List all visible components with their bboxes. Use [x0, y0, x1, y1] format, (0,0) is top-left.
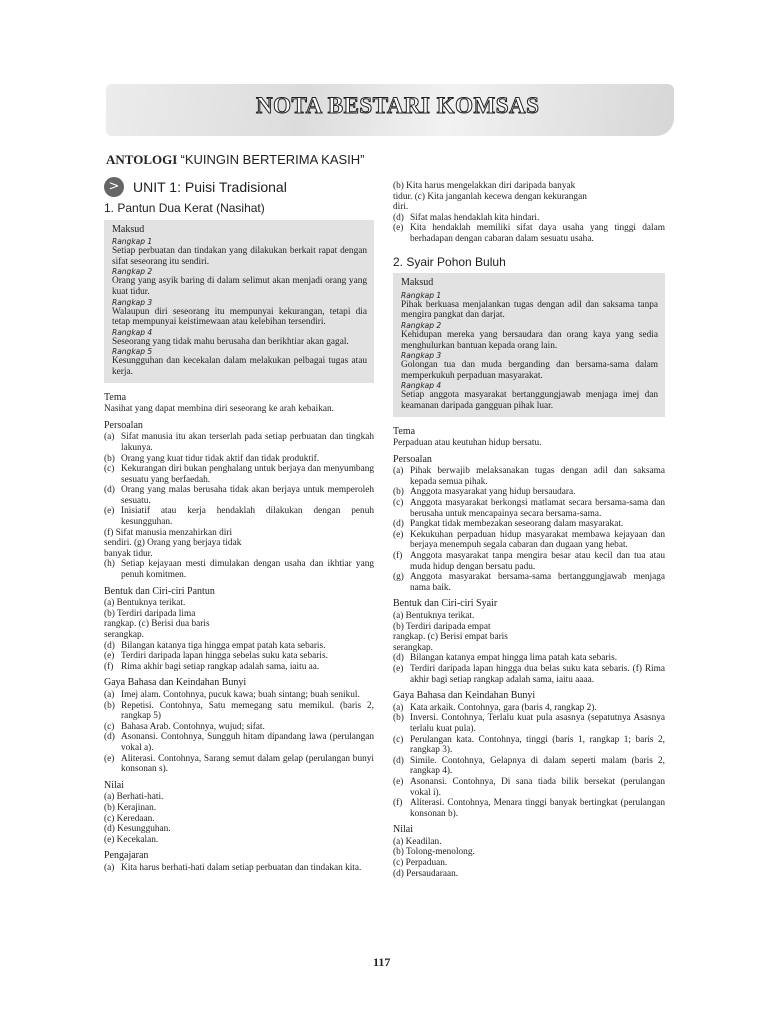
list-item [104, 506, 374, 527]
unit-heading [104, 177, 374, 197]
rangkap-label: Rangkap 3 [112, 297, 153, 307]
bentuk-label: Bentuk dan Ciri-ciri Syair [393, 598, 498, 610]
item-number: (c) [393, 734, 404, 745]
item-text: Inisiatif atau kerja hendaklah dilakukan dengan penuh kesungguhan. [121, 506, 374, 528]
pengajaran-label: Pengajaran [104, 850, 149, 862]
list-item [393, 466, 665, 487]
list-item [104, 651, 374, 662]
item-text: Perulangan kata. Contohnya, tinggi (baris 1, rangkap 1; baris 2, rangkap 3). [410, 734, 665, 756]
item-number: (h) [104, 559, 115, 570]
plain-line: rangkap. (c) Berisi empat baris [393, 632, 508, 643]
nilai-item: (e) Kecekalan. [104, 834, 159, 845]
plain-line: (f) Sifat manusia menzahirkan diri [104, 527, 233, 538]
rangkap-text: Kesungguhan dan kecekalan dalam melakukan pelbagai tugas atau kerja. [112, 356, 367, 377]
item-number: (a) [393, 466, 404, 477]
plain-line: serangkap. [104, 630, 145, 640]
item-text: Orang yang malas berusaha tidak akan berjaya untuk memperoleh sesuatu. [121, 485, 374, 506]
rangkap-text: Setiap perbuatan dan tindakan yang dilakukan berkait rapat dengan sifat seseorang itu sendiri. [112, 246, 367, 267]
list-item [393, 498, 665, 519]
title-banner [106, 84, 674, 136]
item-text: Anggota masyarakat berkongsi matlamat secara bersama-sama dan berusaha untuk mencapainya secara bersama-sama. [410, 498, 665, 519]
antologi-label: ANTOLOGI [106, 152, 178, 167]
list-item [393, 664, 665, 685]
item-number: (d) [393, 653, 404, 664]
nilai-item: (b) Kerajinan. [104, 802, 157, 813]
plain-line: banyak tidur. [104, 548, 153, 559]
item-number: (e) [393, 223, 404, 234]
item-text: Pangkat tidak membezakan seseorang dalam masyarakat. [410, 519, 624, 530]
list-item [393, 551, 665, 572]
list-item [104, 732, 374, 753]
item-number: (e) [104, 753, 115, 764]
list-item [104, 690, 374, 701]
maksud-label: Maksud [112, 223, 145, 235]
item-number: (a) [393, 702, 404, 713]
item-number: (d) [393, 212, 404, 223]
list-item [393, 756, 665, 777]
list-item [104, 432, 374, 453]
rangkap-text: Walaupun diri seseorang itu mempunyai kekurangan, tetapi dia tetap mempunyai keistimewaan atau kelebihan tersendiri. [112, 306, 367, 328]
item-text: Anggota masyarakat bersama-sama bertanggungjawab menjaga nama baik. [410, 572, 665, 593]
tema-text: Perpaduan atau keutuhan hidup bersatu. [393, 438, 542, 449]
persoalan-label: Persoalan [393, 453, 432, 465]
item-number: (b) [393, 487, 404, 498]
item-text: Rima akhir bagi setiap rangkap adalah sama, iaitu aa. [121, 661, 320, 672]
plain-line: (a) Bentuknya terikat. [393, 611, 475, 621]
item-text: Inversi. Contohnya, Terlalu kuat pula asasnya (sepatutnya Asasnya terlalu kuat pula). [410, 713, 665, 734]
rangkap-label: Rangkap 1 [112, 237, 153, 247]
item-number: (e) [104, 651, 115, 662]
item-number: (d) [393, 755, 404, 766]
rangkap-text: Golongan tua dan muda berganding dan bersama-sama dalam memperkukuh perpaduan masyarakat. [401, 360, 658, 381]
antologi-title: “KUINGIN BERTERIMA KASIH” [180, 152, 365, 167]
list-item [393, 798, 665, 819]
rangkap-label: Rangkap 4 [401, 381, 442, 391]
plain-line: serangkap. [393, 642, 434, 653]
item-number: (e) [393, 776, 404, 787]
plain-line: diri. [393, 202, 409, 213]
item-number: (e) [393, 529, 404, 540]
section-heading-pantun: 1. Pantun Dua Kerat (Nasihat) [104, 201, 265, 215]
rangkap-label: Rangkap 2 [401, 320, 442, 330]
tema-label: Tema [393, 425, 416, 437]
item-number: (c) [104, 721, 115, 732]
list-item [104, 722, 374, 733]
item-number: (e) [393, 663, 404, 674]
item-text: Kata arkaik. Contohnya, gara (baris 4, rangkap 2). [410, 702, 597, 713]
plain-line: tidur. (c) Kita janganlah kecewa dengan kekurangan [393, 191, 587, 202]
list-item [393, 777, 665, 798]
nilai-item: (b) Tolong-menolong. [393, 847, 475, 858]
maksud-box [104, 220, 374, 383]
item-text: Kita harus berhati-hati dalam setiap perbuatan dan tindakan kita. [121, 862, 362, 873]
bentuk-label: Bentuk dan Ciri-ciri Pantun [104, 585, 215, 597]
left-column [104, 177, 374, 873]
list-item [393, 653, 665, 664]
list-item [104, 701, 374, 722]
banner-title: NOTA BESTARI KOMSAS [256, 93, 540, 118]
gaya-label: Gaya Bahasa dan Keindahan Bunyi [393, 690, 536, 702]
list-item [104, 754, 374, 775]
item-text: Sifat manusia itu akan terserlah pada setiap perbuatan dan tingkah lakunya. [121, 432, 374, 453]
unit-title: UNIT 1: Puisi Tradisional [133, 178, 287, 195]
item-number: (d) [104, 485, 115, 496]
plain-line: rangkap. (c) Berisi dua baris [104, 619, 210, 630]
item-text: Repetisi. Contohnya, Satu memegang satu memikul. (baris 2, rangkap 5) [121, 700, 374, 722]
plain-line: (b) Terdiri daripada lima [104, 608, 196, 619]
list-item [393, 530, 665, 551]
list-item [104, 464, 374, 485]
item-number: (b) [104, 700, 115, 711]
nilai-item: (d) Persaudaraan. [393, 868, 459, 879]
tema-text: Nasihat yang dapat membina diri seseorang ke arah kebaikan. [104, 404, 335, 415]
item-number: (a) [104, 862, 115, 873]
item-text: Asonansi. Contohnya, Di sana tiada bilik bersekat (perulangan vokal i). [410, 776, 665, 798]
list-item [393, 487, 665, 498]
item-text: Imej alam. Contohnya, pucuk kawa; buah sintang; buah senikul. [121, 689, 360, 700]
rangkap-label: Rangkap 5 [112, 347, 153, 357]
item-number: (d) [393, 519, 404, 530]
nilai-label: Nilai [393, 824, 413, 836]
list-item [393, 519, 665, 530]
item-text: Sifat malas hendaklah kita hindari. [410, 212, 540, 223]
maksud-box [393, 273, 665, 416]
tema-label: Tema [104, 391, 127, 403]
item-text: Anggota masyarakat tanpa mengira besar atau kecil dan tua atau muda hidup dengan bersatu padu. [410, 551, 665, 572]
item-number: (f) [393, 798, 403, 809]
item-text: Setiap kejayaan mesti dimulakan dengan usaha dan ikhtiar yang penuh komitmen. [121, 559, 374, 581]
item-number: (d) [104, 732, 115, 743]
item-text: Bilangan katanya empat hingga lima patah kata sebaris. [410, 653, 618, 664]
plain-line: sendiri. (g) Orang yang berjaya tidak [104, 538, 242, 549]
item-text: Aliterasi. Contohnya, Menara tinggi banyak bertingkat (perulangan konsonan b). [410, 798, 665, 819]
item-text: Simile. Contohnya, Gelapnya di dalam seperti malam (baris 2, rangkap 4). [410, 755, 665, 777]
item-text: Kekukuhan perpaduan hidup masyarakat membawa kejayaan dan berjaya menempuh segala cabaran dan dugaan yang hebat. [410, 529, 665, 551]
item-text: Asonansi. Contohnya, Sungguh hitam dipandang lawa (perulangan vokal a). [121, 732, 374, 753]
right-column [393, 181, 665, 879]
item-number: (a) [104, 432, 115, 443]
list-item [104, 485, 374, 506]
nilai-item: (c) Perpaduan. [393, 858, 448, 869]
item-number: (e) [104, 506, 115, 517]
plain-line: (b) Kita harus mengelakkan diri daripada banyak [393, 181, 576, 191]
persoalan-label: Persoalan [104, 419, 143, 431]
list-item [393, 572, 665, 593]
item-number: (a) [104, 689, 115, 700]
rangkap-text: Seseorang yang tidak mahu berusaha dan berikhtiar akan gagal. [112, 336, 349, 347]
item-text: Terdiri daripada lapan hingga dua belas suku kata sebaris. (f) Rima akhir bagi setiap rangkap adalah sama, iaitu aaaa. [410, 663, 665, 685]
item-text: Kekurangan diri bukan penghalang untuk berjaya dan menyumbang sesuatu yang berfaedah. [121, 464, 374, 485]
item-number: (f) [104, 661, 114, 672]
item-number: (f) [393, 551, 403, 562]
nilai-label: Nilai [104, 779, 124, 791]
item-text: Bahasa Arab. Contohnya, wujud; sifat. [121, 721, 265, 732]
list-item [104, 559, 374, 580]
nilai-item: (c) Keredaan. [104, 813, 155, 824]
item-text: Anggota masyarakat yang hidup bersaudara. [410, 487, 576, 498]
chevron-icon: > [104, 177, 124, 197]
nilai-item: (d) Kesungguhan. [104, 824, 171, 835]
list-item [104, 454, 374, 465]
rangkap-text: Setiap anggota masyarakat bertanggungjawab menjaga imej dan keamanan daripada gangguan pihak luar. [401, 390, 658, 411]
list-item [104, 641, 374, 652]
plain-line: (b) Terdiri daripada empat [393, 621, 491, 632]
item-number: (c) [104, 464, 115, 475]
antologi-heading [106, 152, 365, 168]
nilai-item: (a) Keadilan. [393, 836, 442, 847]
rangkap-text: Pihak berkuasa menjalankan tugas dengan adil dan saksama tanpa mengira pangkat dan darjat. [401, 299, 658, 321]
item-number: (g) [393, 572, 404, 583]
item-text: Pihak berwajib melaksanakan tugas dengan adil dan saksama kepada semua pihak. [410, 466, 665, 487]
item-text: Terdiri daripada lapan hingga sebelas suku kata sebaris. [121, 651, 328, 662]
list-item [104, 863, 374, 874]
page-number: 117 [373, 955, 391, 969]
nilai-item: (a) Berhati-hati. [104, 792, 164, 803]
list-item [393, 223, 665, 244]
item-text: Kita hendaklah memiliki sifat daya usaha yang tinggi dalam berhadapan dengan cabaran dalam sesuatu usaha. [410, 223, 665, 244]
item-text: Aliterasi. Contohnya, Sarang semut dalam gelap (perulangan bunyi konsonan s). [121, 753, 374, 775]
section-heading-syair: 2. Syair Pohon Buluh [393, 254, 506, 269]
rangkap-text: Kehidupan mereka yang bersaudara dan orang kaya yang sedia menghulurkan bantuan kepada orang lain. [401, 329, 658, 351]
list-item [393, 713, 665, 734]
rangkap-label: Rangkap 2 [112, 267, 153, 277]
item-text: Bilangan katanya tiga hingga empat patah kata sebaris. [121, 640, 326, 651]
item-number: (b) [104, 453, 115, 464]
list-item [393, 703, 665, 714]
list-item [393, 213, 665, 224]
list-item [393, 735, 665, 756]
plain-line: (a) Bentuknya terikat. [104, 598, 186, 609]
item-number: (d) [104, 640, 115, 651]
rangkap-label: Rangkap 3 [401, 351, 442, 361]
gaya-label: Gaya Bahasa dan Keindahan Bunyi [104, 677, 247, 689]
maksud-label: Maksud [401, 277, 434, 289]
rangkap-label: Rangkap 4 [112, 327, 153, 337]
item-number: (b) [393, 713, 404, 724]
item-text: Orang yang kuat tidur tidak aktif dan tidak produktif. [121, 453, 320, 464]
rangkap-label: Rangkap 1 [401, 290, 442, 300]
list-item [104, 662, 374, 673]
item-number: (c) [393, 498, 404, 509]
rangkap-text: Orang yang asyik baring di dalam selimut akan menjadi orang yang kuat tidur. [112, 276, 367, 297]
